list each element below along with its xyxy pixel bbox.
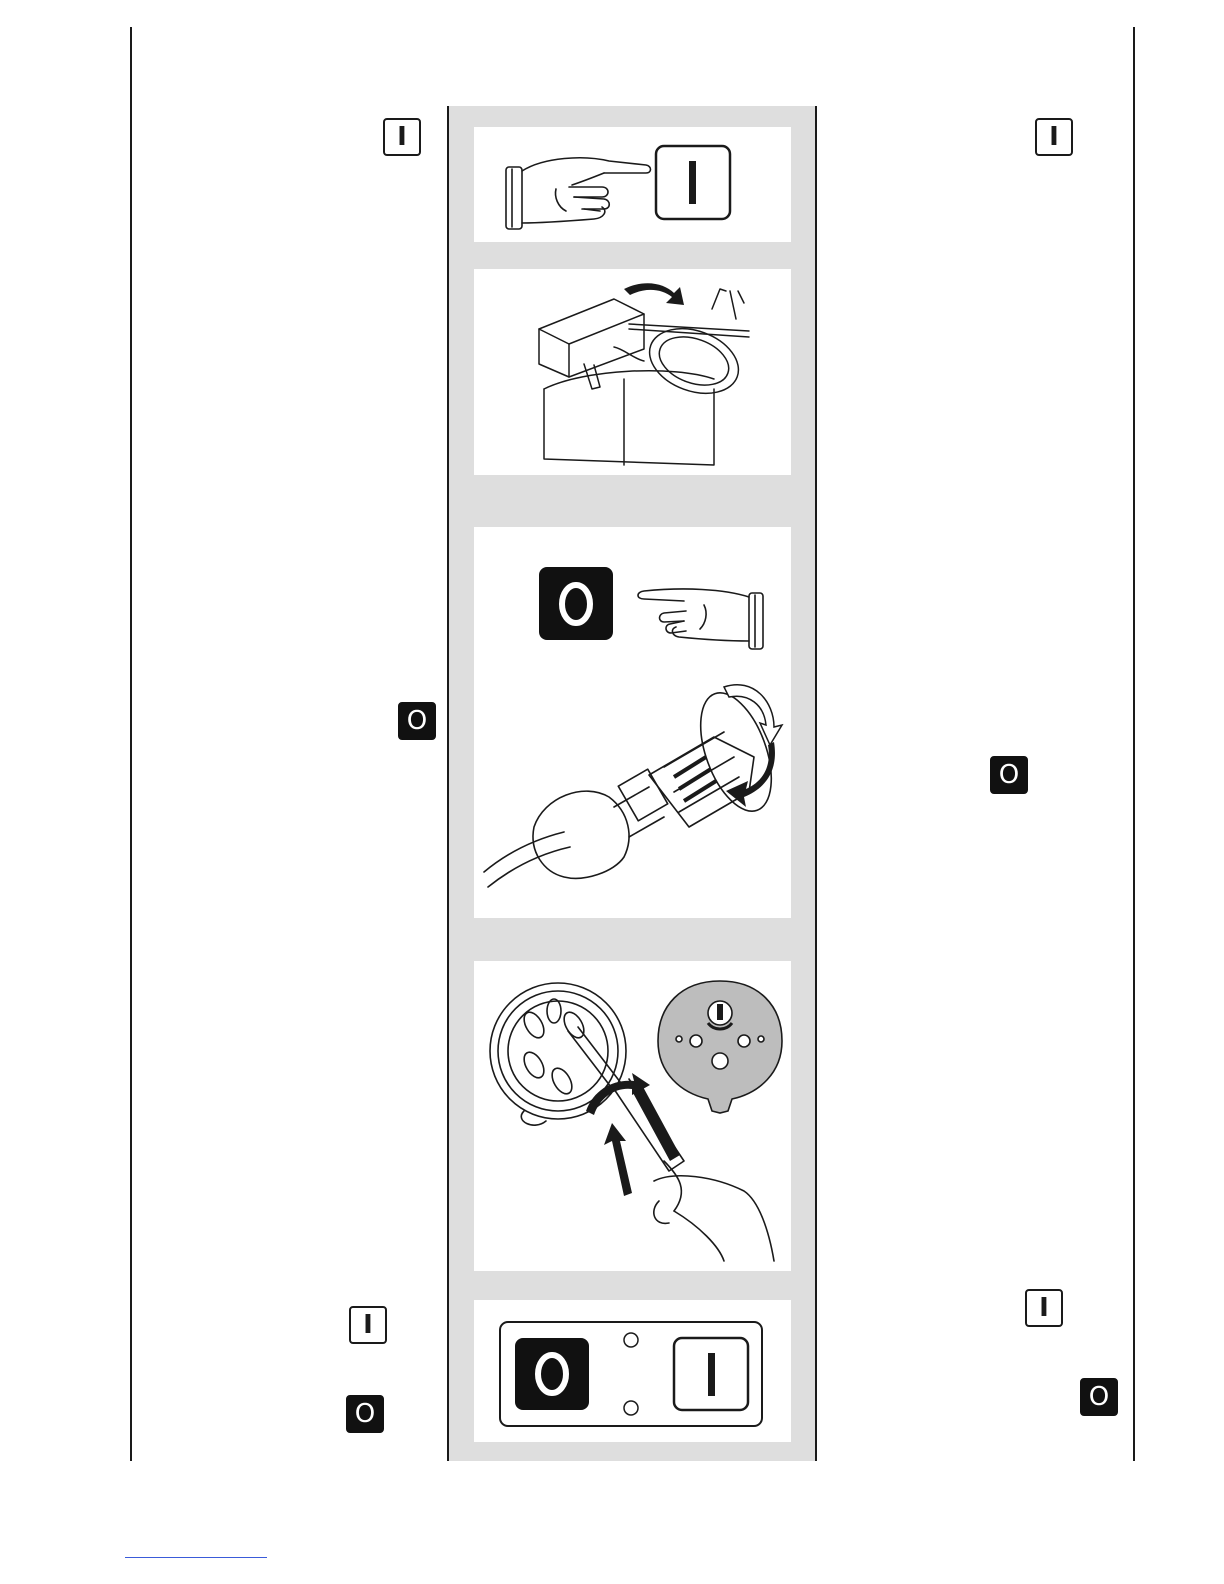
slicer-carriage-icon [474, 269, 791, 475]
right-off-symbol-2: O [1080, 1378, 1118, 1416]
right-on-symbol-2: I [1025, 1289, 1063, 1327]
left-border-line [130, 27, 132, 1461]
figure-press-on [474, 127, 791, 242]
on-off-switch-panel-icon [474, 1300, 791, 1442]
right-off-symbol-1: O [990, 756, 1028, 794]
socket-screwdriver-and-plug-face-icon [474, 961, 791, 1271]
figure-socket-screwdriver [474, 961, 791, 1271]
right-border-line [1133, 27, 1135, 1461]
footnote-rule [125, 1557, 267, 1558]
left-on-symbol-1: I [383, 118, 421, 156]
right-on-symbol-1: I [1035, 118, 1073, 156]
left-off-symbol-1: O [398, 702, 436, 740]
illustration-column [447, 106, 817, 1461]
figure-slicer-carriage [474, 269, 791, 475]
left-on-symbol-2: I [349, 1306, 387, 1344]
figure-press-off-unplug [474, 527, 791, 918]
hand-pressing-on-button-icon [474, 127, 791, 242]
left-off-symbol-2: O [346, 1395, 384, 1433]
hand-pressing-off-button-and-plug-rotation-icon [474, 527, 791, 918]
figure-switch-panel [474, 1300, 791, 1442]
